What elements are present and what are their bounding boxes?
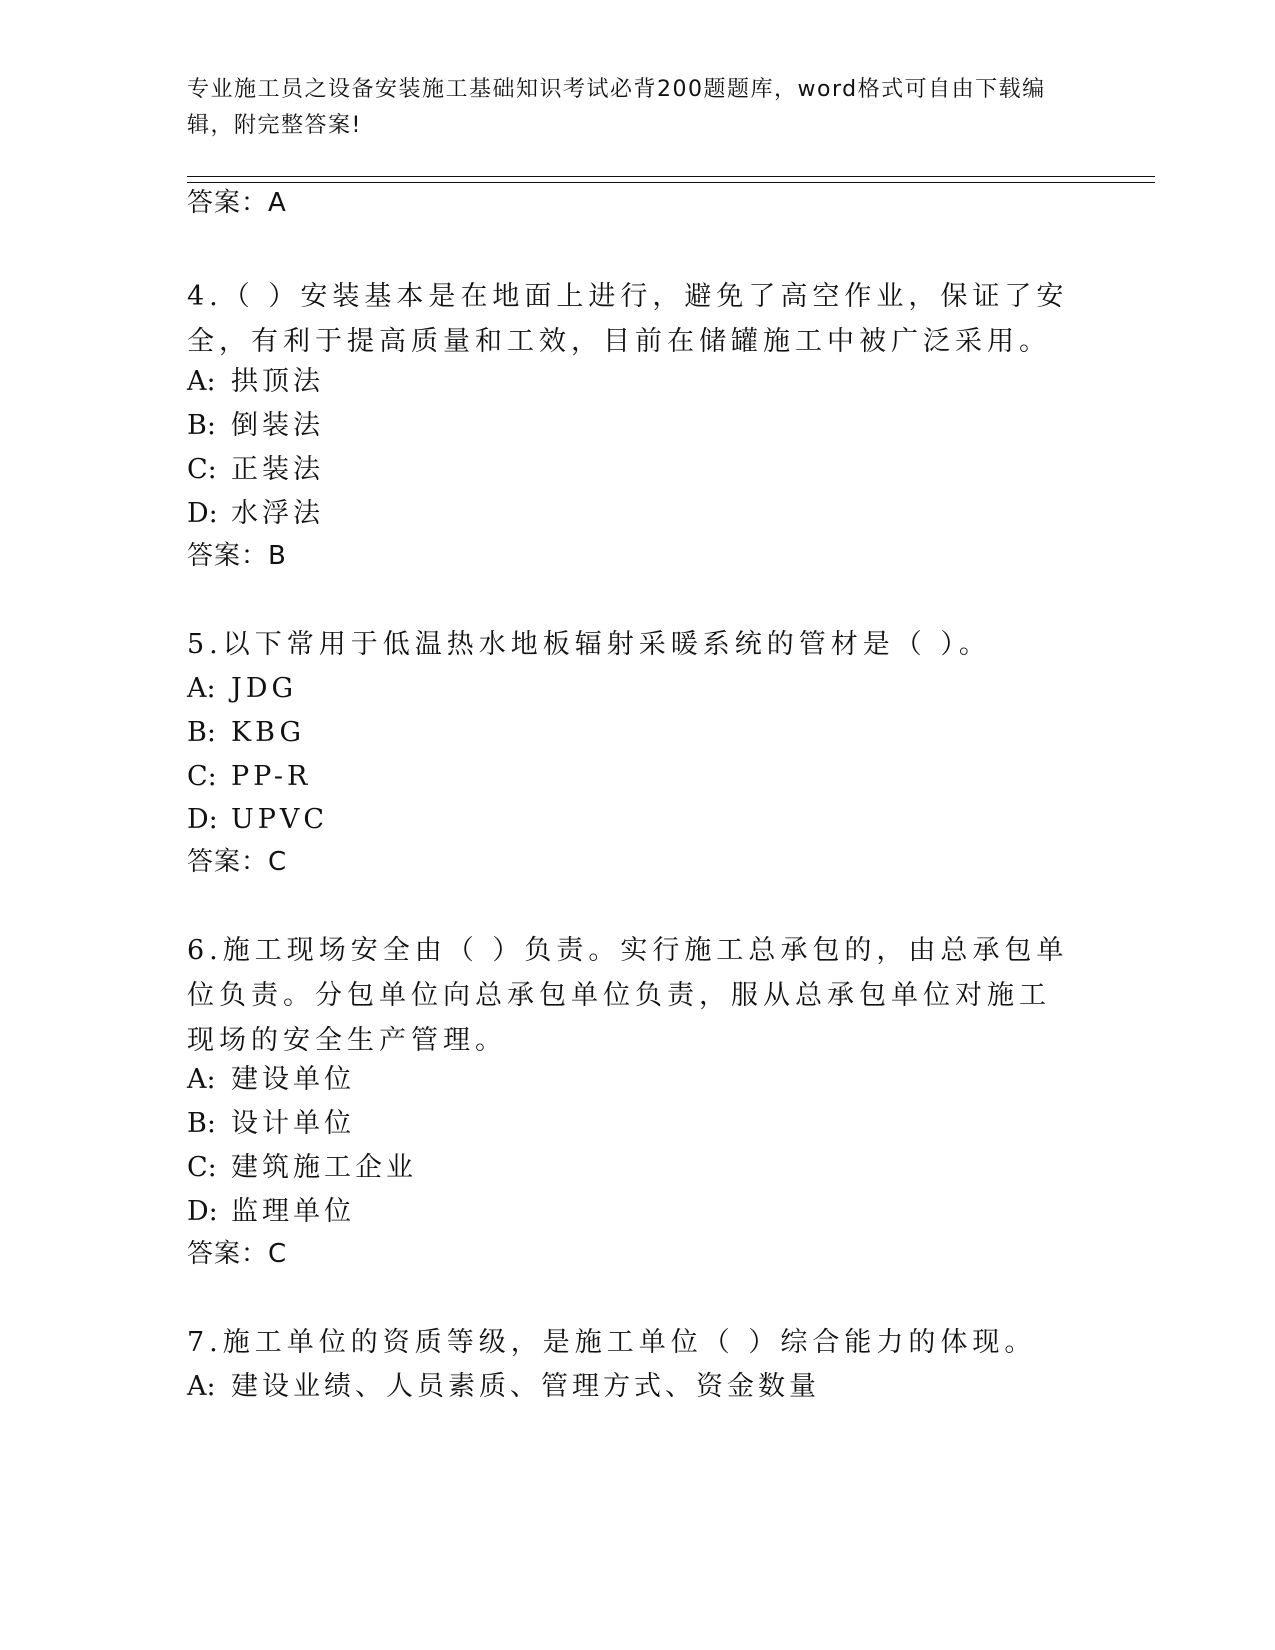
question-5-option-d: D: UPVC xyxy=(187,804,329,835)
question-4-option-b: B: 倒装法 xyxy=(187,410,324,441)
question-5-option-b: B: KBG xyxy=(187,717,306,748)
question-7-text: 7.施工单位的资质等级，是施工单位（ ）综合能力的体现。 xyxy=(187,1327,1037,1358)
question-5-option-c: C: PP-R xyxy=(187,761,312,792)
question-4-text: 4.（ ）安装基本是在地面上进行，避免了高空作业，保证了安全，有利于提高质量和工效，目前在储罐施工中被广泛采用。 xyxy=(187,281,1069,357)
question-6-option-c: C: 建筑施工企业 xyxy=(187,1152,417,1183)
answer-label: 答案： xyxy=(187,1239,269,1269)
answer-value: A xyxy=(268,188,287,218)
question-4-option-c: C: 正装法 xyxy=(187,454,324,485)
header-divider-top xyxy=(187,176,1155,177)
question-5-option-a: A: JDG xyxy=(187,673,298,704)
answer-value: C xyxy=(268,1239,288,1269)
answer-line-q3 xyxy=(187,185,287,221)
header-divider-bottom xyxy=(187,182,1155,183)
answer-label: 答案： xyxy=(187,541,269,571)
answer-label: 答案： xyxy=(187,188,269,218)
question-6-text: 6.施工现场安全由（ ）负责。实行施工总承包的，由总承包单位负责。分包单位向总承包单位负责，服从总承包单位对施工现场的安全生产管理。 xyxy=(187,935,1069,1056)
question-6-option-b: B: 设计单位 xyxy=(187,1108,355,1139)
answer-line-q4 xyxy=(187,538,287,574)
document-header: 专业施工员之设备安装施工基础知识考试必背200题题库，word格式可自由下载编辑，附完整答案! xyxy=(187,77,1046,138)
question-4-option-a: A: 拱顶法 xyxy=(187,366,324,397)
answer-line-q5 xyxy=(187,844,287,880)
question-5-text: 5.以下常用于低温热水地板辐射采暖系统的管材是（ ）。 xyxy=(187,629,991,660)
answer-line-q6 xyxy=(187,1236,287,1272)
question-7-option-a: A: 建设业绩、人员素质、管理方式、资金数量 xyxy=(187,1371,820,1402)
question-6-option-a: A: 建设单位 xyxy=(187,1064,355,1095)
answer-label: 答案： xyxy=(187,847,269,877)
question-6-option-d: D: 监理单位 xyxy=(187,1196,355,1227)
answer-value: B xyxy=(268,541,287,571)
question-4-option-d: D: 水浮法 xyxy=(187,498,324,529)
answer-value: C xyxy=(268,847,288,877)
